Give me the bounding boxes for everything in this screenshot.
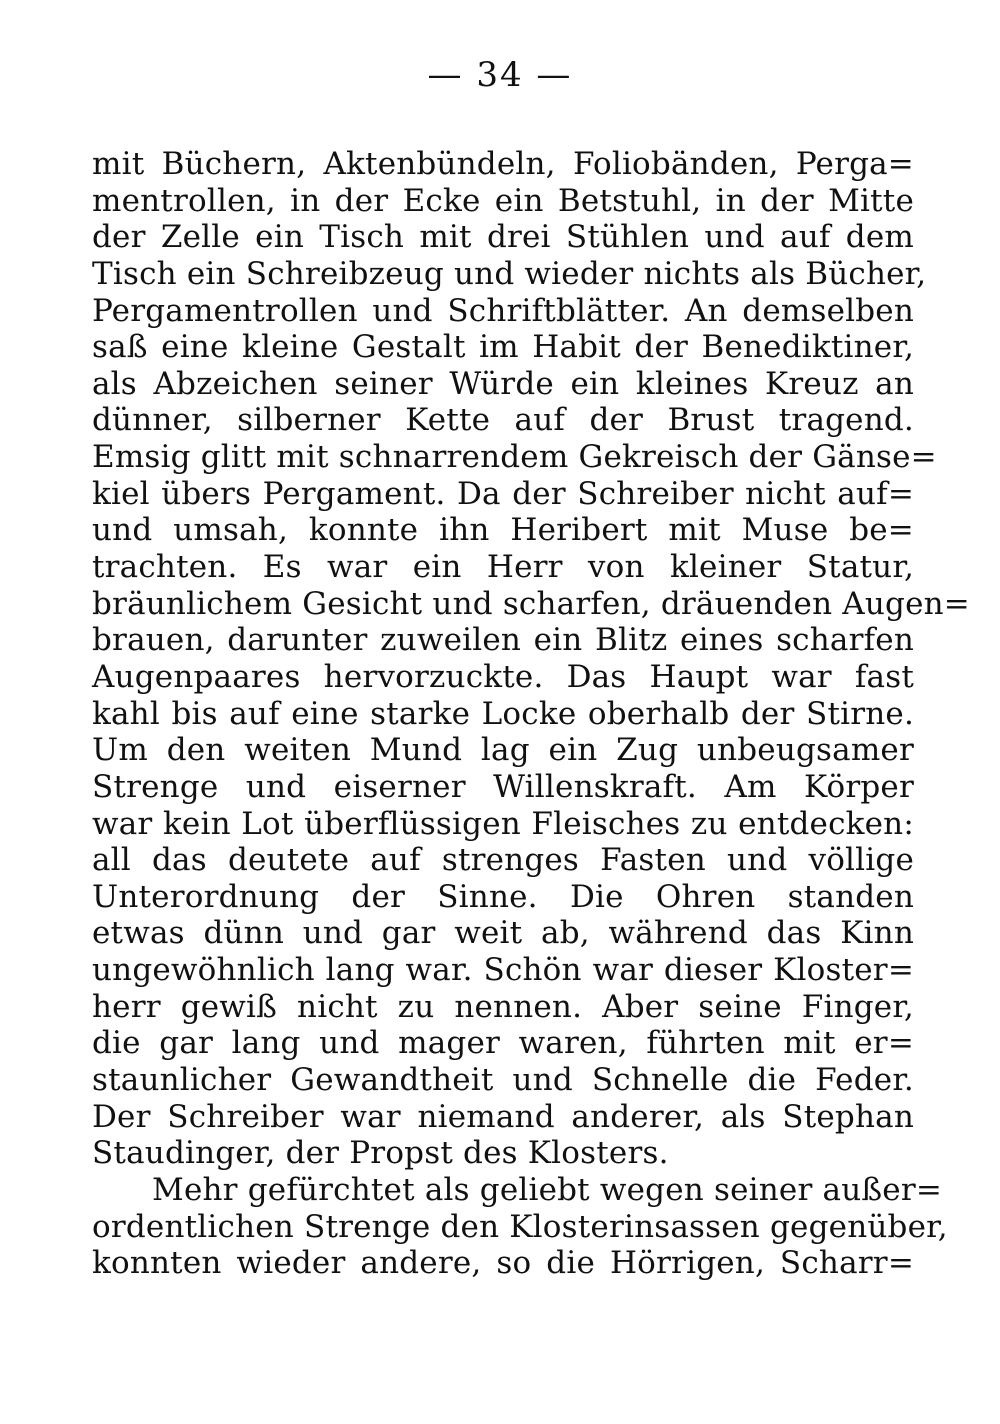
- text-line: kiel übers Pergament. Da der Schreiber nicht auf=: [92, 475, 914, 512]
- text-line: die gar lang und mager waren, führten mit er=: [92, 1025, 914, 1062]
- text-line: Strenge und eiserner Willenskraft. Am Körper: [92, 768, 914, 805]
- text-line: war kein Lot überflüssigen Fleisches zu entdecken:: [92, 805, 914, 842]
- body-text: [92, 146, 970, 1282]
- text-line: ordentlichen Strenge den Klosterinsassen gegenüber,: [92, 1208, 948, 1245]
- text-line: ungewöhnlich lang war. Schön war dieser Kloster=: [92, 952, 914, 989]
- text-line: all das deutete auf strenges Fasten und völlige: [92, 842, 914, 879]
- text-line: bräunlichem Gesicht und scharfen, dräuenden Augen=: [92, 585, 970, 622]
- text-line: Unterordnung der Sinne. Die Ohren standen: [92, 878, 914, 915]
- text-line: etwas dünn und gar weit ab, während das Kinn: [92, 915, 914, 952]
- text-line: der Zelle ein Tisch mit drei Stühlen und auf dem: [92, 219, 914, 256]
- paragraph-start-line: Mehr gefürchtet als geliebt wegen seiner außer=: [152, 1171, 943, 1208]
- text-line: saß eine kleine Gestalt im Habit der Benediktiner,: [92, 329, 914, 366]
- text-line: Um den weiten Mund lag ein Zug unbeugsamer: [92, 732, 914, 769]
- text-line: Der Schreiber war niemand anderer, als Stephan: [92, 1098, 914, 1135]
- text-line: mentrollen, in der Ecke ein Betstuhl, in der Mitte: [92, 182, 914, 219]
- text-line: kahl bis auf eine starke Locke oberhalb der Stirne.: [92, 695, 914, 732]
- paragraph-end-line: Staudinger, der Propst des Klosters.: [92, 1135, 669, 1172]
- page-number: — 34 —: [427, 55, 573, 95]
- text-line: Pergamentrollen und Schriftblätter. An demselben: [92, 292, 914, 329]
- text-line: mit Büchern, Aktenbündeln, Foliobänden, Perga=: [92, 146, 914, 182]
- text-line: brauen, darunter zuweilen ein Blitz eines scharfen: [92, 622, 914, 659]
- text-line: dünner, silberner Kette auf der Brust tragend.: [92, 402, 914, 439]
- text-line: herr gewiß nicht zu nennen. Aber seine Finger,: [92, 988, 914, 1025]
- text-line: Emsig glitt mit schnarrendem Gekreisch der Gänse=: [92, 439, 937, 476]
- text-line: Tisch ein Schreibzeug und wieder nichts als Bücher,: [92, 255, 927, 292]
- text-line: staunlicher Gewandtheit und Schnelle die Feder.: [92, 1062, 914, 1099]
- text-line: konnten wieder andere, so die Hörrigen, Scharr=: [92, 1245, 914, 1282]
- text-line: als Abzeichen seiner Würde ein kleines Kreuz an: [92, 365, 914, 402]
- text-line: Augenpaares hervorzuckte. Das Haupt war fast: [92, 658, 914, 695]
- text-line: trachten. Es war ein Herr von kleiner Statur,: [92, 549, 914, 586]
- text-line: und umsah, konnte ihn Heribert mit Muse be=: [92, 512, 914, 549]
